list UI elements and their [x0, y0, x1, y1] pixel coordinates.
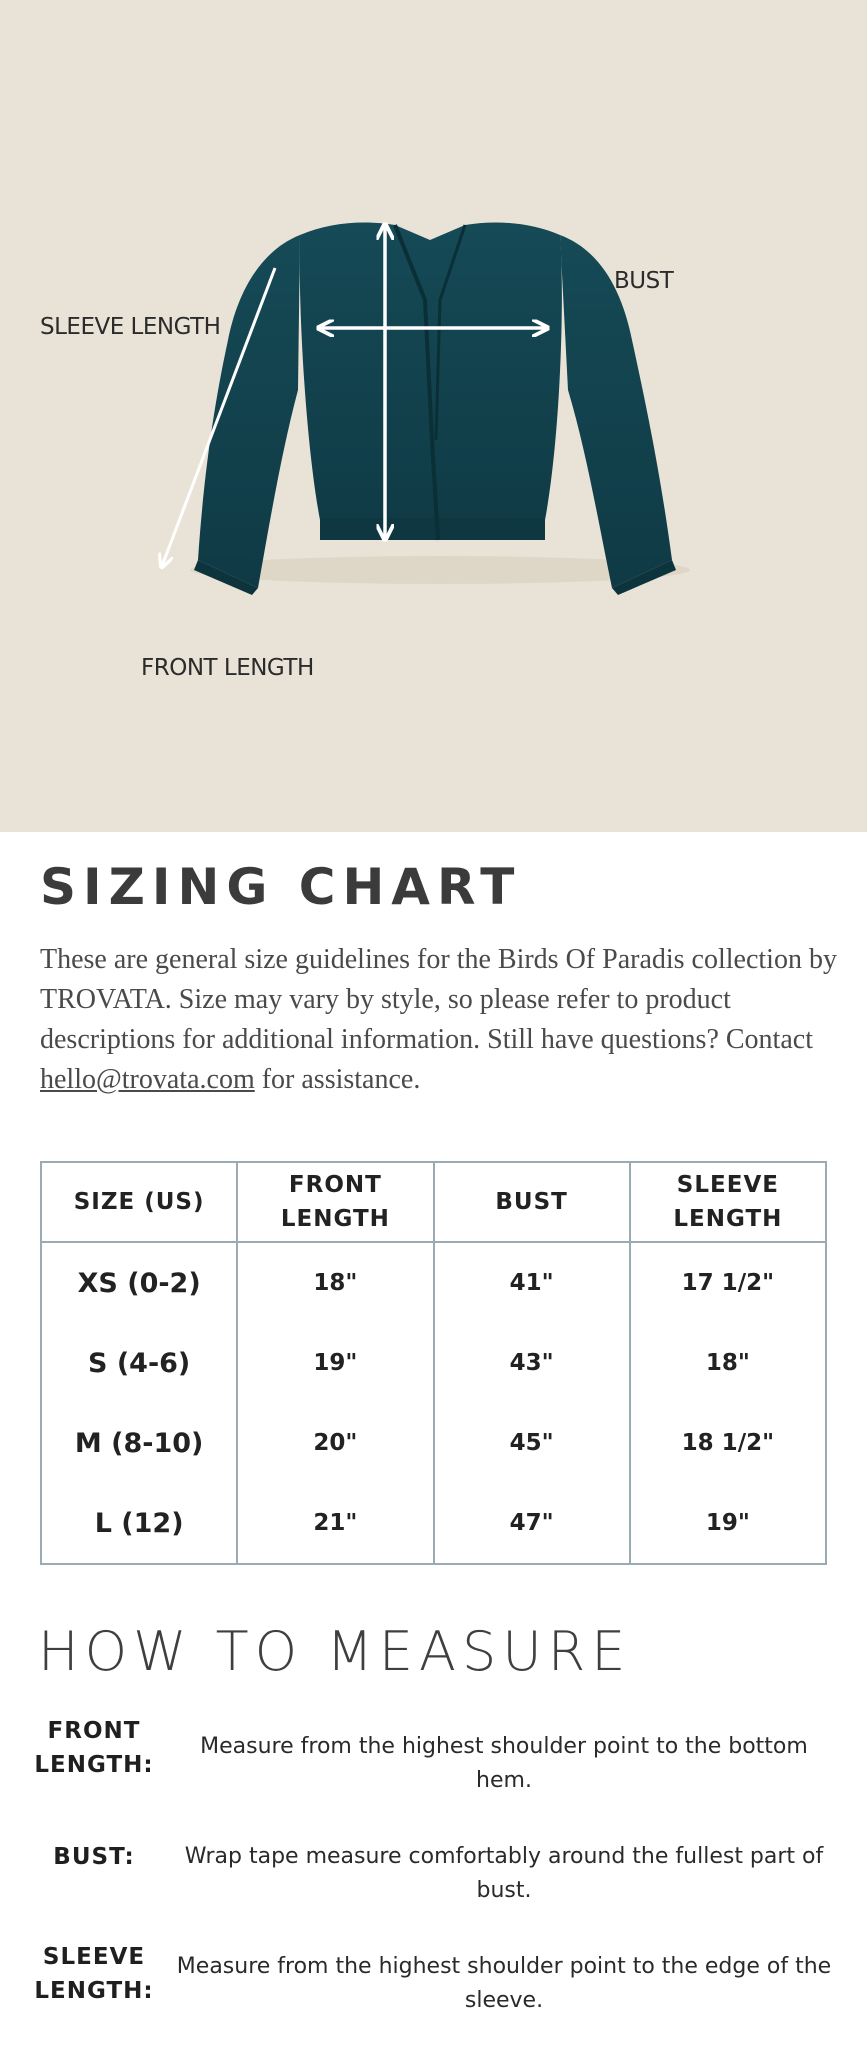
bust-cell: 45": [434, 1403, 630, 1483]
sleeve-length-cell: 17 1/2": [630, 1242, 826, 1323]
table-header-row: [41, 1162, 826, 1242]
sleeve-length-cell: 19": [630, 1483, 826, 1564]
size-cell: L (12): [41, 1483, 237, 1564]
bust-cell: 41": [434, 1242, 630, 1323]
left-sleeve: [198, 235, 300, 588]
size-cell: M (8-10): [41, 1403, 237, 1483]
sleeve-length-label: SLEEVE LENGTH: [40, 314, 221, 340]
measure-description: Measure from the highest shoulder point to the bottom hem.: [200, 1734, 808, 1793]
size-cell: S (4-6): [41, 1323, 237, 1403]
measure-label: BUST:: [53, 1844, 135, 1870]
table-row: [41, 1403, 826, 1483]
cardigan-illustration: [0, 0, 867, 832]
product-hero: [0, 0, 867, 832]
size-cell: XS (0-2): [41, 1242, 237, 1323]
table-row: [41, 1242, 826, 1323]
size-table: [40, 1161, 827, 1565]
measure-description: Measure from the highest shoulder point to the edge of the sleeve.: [176, 1954, 832, 2013]
sleeve-length-cell: 18": [630, 1323, 826, 1403]
intro-text: These are general size guidelines for the Birds Of Paradis collection by TROVATA. Size may vary by style, so please refer to product descriptions for additional information. Still have questions? Contact: [40, 944, 837, 1055]
front-length-label: FRONT LENGTH: [141, 655, 314, 681]
measure-description: Wrap tape measure comfortably around the fullest part of bust.: [184, 1844, 824, 1903]
front-length-cell: 21": [237, 1483, 433, 1564]
header-sleeve-length: SLEEVE LENGTH: [630, 1162, 826, 1242]
measure-label: SLEEVE LENGTH:: [34, 1944, 154, 2004]
intro-paragraph: [40, 940, 840, 1100]
front-length-cell: 18": [237, 1242, 433, 1323]
bust-label: BUST: [614, 268, 674, 294]
bust-cell: 43": [434, 1323, 630, 1403]
measure-label: FRONT LENGTH:: [34, 1718, 154, 1778]
how-to-measure-title: HOW TO MEASURE: [38, 1620, 632, 1683]
intro-suffix: for assistance.: [254, 1064, 421, 1095]
table-row: [41, 1323, 826, 1403]
contact-email-link[interactable]: hello@trovata.com: [40, 1064, 255, 1095]
sizing-chart-title: SIZING CHART: [40, 858, 522, 916]
front-length-cell: 20": [237, 1403, 433, 1483]
header-bust: BUST: [434, 1162, 630, 1242]
header-front-length: FRONT LENGTH: [237, 1162, 433, 1242]
front-length-cell: 19": [237, 1323, 433, 1403]
table-row: [41, 1483, 826, 1564]
bust-cell: 47": [434, 1483, 630, 1564]
sleeve-length-cell: 18 1/2": [630, 1403, 826, 1483]
header-size: SIZE (US): [41, 1162, 237, 1242]
